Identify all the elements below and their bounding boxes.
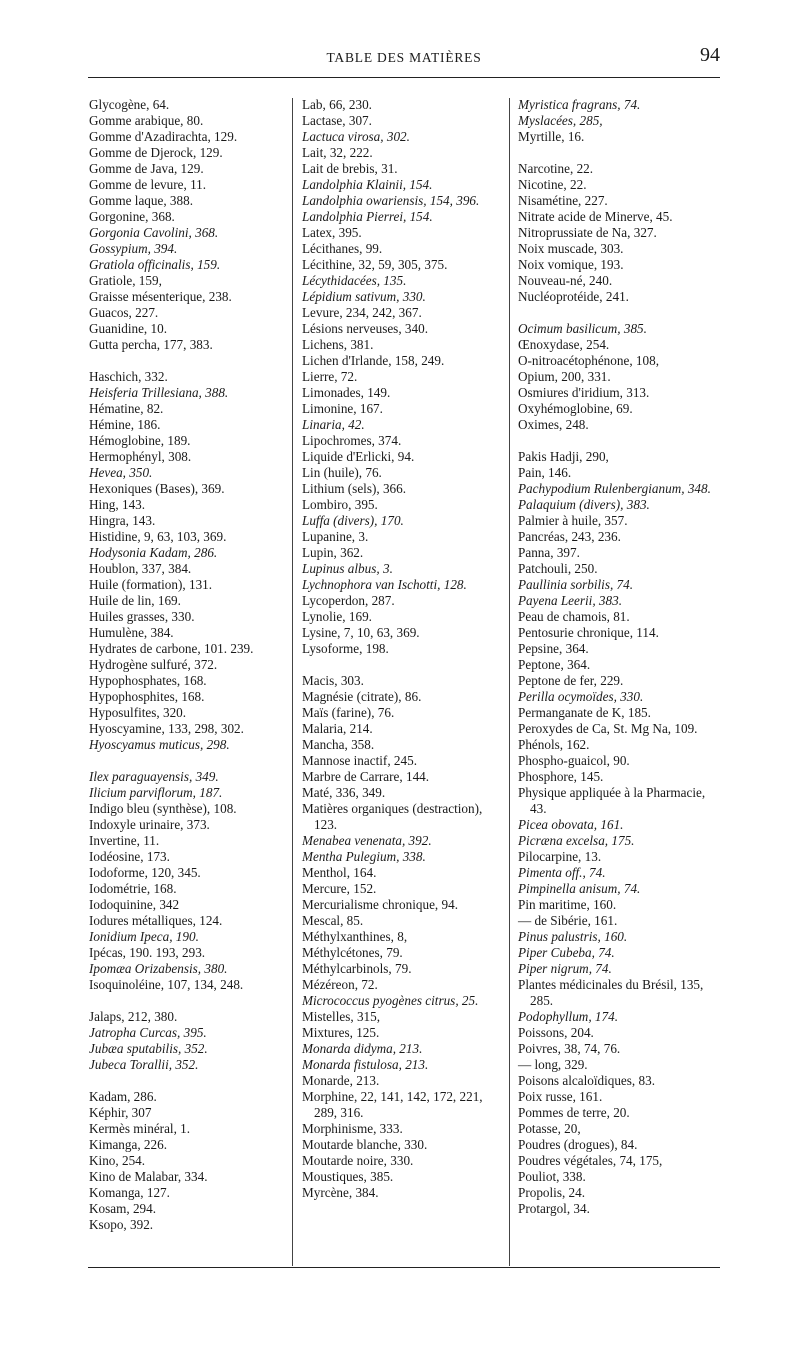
index-entry: Hing, 143. <box>89 497 146 512</box>
index-entry: Moutarde noire, 330. <box>302 1153 414 1168</box>
index-entry: Piper Cubeba, 74. <box>518 945 615 960</box>
index-entry: Palaquium (divers), 383. <box>518 497 650 512</box>
index-entry: Kosam, 294. <box>89 1201 157 1216</box>
index-entry: Macis, 303. <box>302 673 364 688</box>
index-entry: Poudres (drogues), 84. <box>518 1137 638 1152</box>
index-entry: Morphinisme, 333. <box>302 1121 403 1136</box>
index-entry: Noix vomique, 193. <box>518 257 624 272</box>
index-entry: Ipécas, 190. 193, 293. <box>89 945 206 960</box>
index-entry: Iodoquinine, 342 <box>89 897 180 912</box>
index-entry: Huile (formation), 131. <box>89 577 213 592</box>
index-entry: Hydrogène sulfuré, 372. <box>89 657 218 672</box>
index-entry: Propolis, 24. <box>518 1185 586 1200</box>
index-entry: Linaria, 42. <box>302 417 365 432</box>
index-entry: Pentosurie chronique, 114. <box>518 625 659 640</box>
page-number: 94 <box>700 44 720 66</box>
index-entry: Lupinus albus, 3. <box>302 561 393 576</box>
index-entry: Ksopo, 392. <box>89 1217 154 1232</box>
header-rule <box>88 77 720 78</box>
index-entry: Mescal, 85. <box>302 913 364 928</box>
index-entry: Marbre de Carrare, 144. <box>302 769 430 784</box>
index-entry: Gorgonia Cavolini, 368. <box>89 225 219 240</box>
index-entry: Pakis Hadji, 290, <box>518 449 609 464</box>
index-entry: Pin maritime, 160. <box>518 897 617 912</box>
index-entry: Lierre, 72. <box>302 369 358 384</box>
index-entry: Jalaps, 212, 380. <box>89 1009 178 1024</box>
index-entry: Lécithanes, 99. <box>302 241 383 256</box>
index-entry: Iodéosine, 173. <box>89 849 170 864</box>
index-entry: Menabea venenata, 392. <box>302 833 432 848</box>
index-entry: Lipochromes, 374. <box>302 433 402 448</box>
index-entry: Picræna excelsa, 175. <box>518 833 635 848</box>
index-entry: Lécithine, 32, 59, 305, 375. <box>302 257 448 272</box>
index-entry: Kino de Malabar, 334. <box>89 1169 208 1184</box>
index-entry: Mancha, 358. <box>302 737 375 752</box>
index-entry: Méthylxanthines, 8, <box>302 929 408 944</box>
index-entry: Landolphia Pierrei, 154. <box>302 209 433 224</box>
index-entry: Paullinia sorbilis, 74. <box>518 577 634 592</box>
index-entry: Myslacées, 285, <box>518 113 603 128</box>
index-entry: Pimenta off., 74. <box>518 865 606 880</box>
index-entry: Micrococcus pyogènes citrus, 25. <box>302 993 479 1008</box>
index-entry: Hyoscyamus muticus, 298. <box>89 737 230 752</box>
index-entry: Peroxydes de Ca, St. Mg Na, 109. <box>518 721 698 736</box>
index-entry: Nisamétine, 227. <box>518 193 608 208</box>
index-entry: Gomme de Djerock, 129. <box>89 145 223 160</box>
page-header <box>88 44 720 70</box>
index-entry: Myrcène, 384. <box>302 1185 379 1200</box>
index-entry: Hématine, 82. <box>89 401 164 416</box>
section-gap <box>89 353 289 369</box>
index-entry: Gossypium, 394. <box>89 241 178 256</box>
index-entry: Lin (huile), 76. <box>302 465 382 480</box>
index-column-2 <box>302 97 506 1201</box>
index-entry: Guanidine, 10. <box>89 321 168 336</box>
index-entry: Ipomæa Orizabensis, 380. <box>89 961 228 976</box>
index-entry: Levure, 234, 242, 367. <box>302 305 422 320</box>
section-gap <box>518 433 724 449</box>
index-entry: Histidine, 9, 63, 103, 369. <box>89 529 227 544</box>
index-entry: Huile de lin, 169. <box>89 593 181 608</box>
index-entry: Haschich, 332. <box>89 369 168 384</box>
index-entry: Hevea, 350. <box>89 465 153 480</box>
index-entry: Monarda fistulosa, 213. <box>302 1057 429 1072</box>
index-entry: Jubæa sputabilis, 352. <box>89 1041 208 1056</box>
index-entry: Palmier à huile, 357. <box>518 513 628 528</box>
index-entry: Narcotine, 22. <box>518 161 594 176</box>
index-column-1 <box>89 97 289 1233</box>
index-entry: Patchouli, 250. <box>518 561 598 576</box>
index-entry: Oximes, 248. <box>518 417 589 432</box>
index-entry: Liquide d'Erlicki, 94. <box>302 449 415 464</box>
index-entry: Ocimum basilicum, 385. <box>518 321 647 336</box>
index-entry: Lait de brebis, 31. <box>302 161 398 176</box>
index-entry: Pimpinella anisum, 74. <box>518 881 641 896</box>
index-entry: Iodoforme, 120, 345. <box>89 865 201 880</box>
index-entry: Moustiques, 385. <box>302 1169 394 1184</box>
index-entry: Lycoperdon, 287. <box>302 593 395 608</box>
index-entry: Pancréas, 243, 236. <box>518 529 621 544</box>
section-gap <box>302 657 506 673</box>
index-entry: Nucléoprotéide, 241. <box>518 289 629 304</box>
index-entry: Hyposulfites, 320. <box>89 705 187 720</box>
index-entry: Maïs (farine), 76. <box>302 705 395 720</box>
index-entry: Lab, 66, 230. <box>302 97 372 112</box>
index-entry: Lychnophora van Ischotti, 128. <box>302 577 467 592</box>
index-entry: Méthylcarbinols, 79. <box>302 961 412 976</box>
index-entry: Hypophosphites, 168. <box>89 689 205 704</box>
index-entry: Matières organiques (destraction), 123. <box>302 801 483 832</box>
index-column-3 <box>518 97 724 1217</box>
index-entry: Mistelles, 315, <box>302 1009 381 1024</box>
index-entry: Hémoglobine, 189. <box>89 433 191 448</box>
section-gap <box>518 305 724 321</box>
index-entry: Phosphore, 145. <box>518 769 604 784</box>
index-entry: Invertine, 11. <box>89 833 160 848</box>
index-entry: Glycogène, 64. <box>89 97 170 112</box>
index-entry: Pommes de terre, 20. <box>518 1105 630 1120</box>
index-entry: Protargol, 34. <box>518 1201 590 1216</box>
index-entry: Menthol, 164. <box>302 865 377 880</box>
index-entry: Hydrates de carbone, 101. 239. <box>89 641 254 656</box>
index-entry: Isoquinoléine, 107, 134, 248. <box>89 977 244 992</box>
index-entry: Peau de chamois, 81. <box>518 609 630 624</box>
index-entry: Nicotine, 22. <box>518 177 587 192</box>
index-entry: Kino, 254. <box>89 1153 146 1168</box>
index-entry: Ilex paraguayensis, 349. <box>89 769 219 784</box>
index-entry: Méthylcétones, 79. <box>302 945 403 960</box>
index-entry: Kadam, 286. <box>89 1089 157 1104</box>
index-entry: Gutta percha, 177, 383. <box>89 337 213 352</box>
index-entry: Poudres végétales, 74, 175, <box>518 1153 663 1168</box>
index-entry: Lombiro, 395. <box>302 497 378 512</box>
index-entry: Hermophényl, 308. <box>89 449 192 464</box>
index-entry: Mercurialisme chronique, 94. <box>302 897 459 912</box>
index-entry: Képhir, 307 <box>89 1105 152 1120</box>
index-entry: Gomme de Java, 129. <box>89 161 204 176</box>
index-entry: Landolphia Klainii, 154. <box>302 177 433 192</box>
index-entry: Pachypodium Rulenbergianum, 348. <box>518 481 711 496</box>
index-entry: Payena Leerii, 383. <box>518 593 623 608</box>
index-entry: Huiles grasses, 330. <box>89 609 195 624</box>
index-entry: Morphine, 22, 141, 142, 172, 221, 289, 316. <box>302 1089 483 1120</box>
index-entry: Lépidium sativum, 330. <box>302 289 426 304</box>
index-entry: Mézéreon, 72. <box>302 977 378 992</box>
index-entry: Physique appliquée à la Pharmacie, 43. <box>518 785 706 816</box>
index-entry: Iodométrie, 168. <box>89 881 177 896</box>
index-entry: Humulène, 384. <box>89 625 174 640</box>
index-entry: — long, 329. <box>518 1057 588 1072</box>
index-entry: Lésions nerveuses, 340. <box>302 321 428 336</box>
index-entry: Plantes médicinales du Brésil, 135, 285. <box>518 977 704 1008</box>
column-divider <box>292 98 293 1266</box>
index-entry: Mixtures, 125. <box>302 1025 380 1040</box>
index-entry: Gomme laque, 388. <box>89 193 194 208</box>
index-entry: Lysoforme, 198. <box>302 641 389 656</box>
index-entry: Peptone de fer, 229. <box>518 673 624 688</box>
index-entry: Iodures métalliques, 124. <box>89 913 223 928</box>
index-entry: Monarde, 213. <box>302 1073 380 1088</box>
section-gap <box>89 753 289 769</box>
index-entry: Hyoscyamine, 133, 298, 302. <box>89 721 244 736</box>
index-entry: Oxyhémoglobine, 69. <box>518 401 633 416</box>
index-entry: Osmiures d'iridium, 313. <box>518 385 650 400</box>
index-entry: Gomme de levure, 11. <box>89 177 207 192</box>
index-entry: Jubeca Torallii, 352. <box>89 1057 199 1072</box>
index-entry: Lactase, 307. <box>302 113 372 128</box>
index-entry: Moutarde blanche, 330. <box>302 1137 428 1152</box>
index-entry: Lichens, 381. <box>302 337 374 352</box>
index-entry: Picea obovata, 161. <box>518 817 624 832</box>
index-entry: Hodysonia Kadam, 286. <box>89 545 218 560</box>
index-entry: Jatropha Curcas, 395. <box>89 1025 207 1040</box>
index-entry: Gomme d'Azadirachta, 129. <box>89 129 238 144</box>
index-entry: — de Sibérie, 161. <box>518 913 618 928</box>
index-entry: Mercure, 152. <box>302 881 377 896</box>
index-entry: Panna, 397. <box>518 545 580 560</box>
index-entry: Limonine, 167. <box>302 401 383 416</box>
index-entry: Gratiola officinalis, 159. <box>89 257 221 272</box>
index-entry: Landolphia owariensis, 154, 396. <box>302 193 480 208</box>
index-entry: Malaria, 214. <box>302 721 373 736</box>
index-entry: Hypophosphates, 168. <box>89 673 207 688</box>
column-divider <box>509 98 510 1266</box>
index-entry: Pinus palustris, 160. <box>518 929 628 944</box>
index-entry: Lichen d'Irlande, 158, 249. <box>302 353 445 368</box>
index-entry: Permanganate de K, 185. <box>518 705 651 720</box>
index-entry: Heisferia Trillesiana, 388. <box>89 385 229 400</box>
index-entry: Lithium (sels), 366. <box>302 481 407 496</box>
index-entry: Gorgonine, 368. <box>89 209 175 224</box>
index-entry: Piper nigrum, 74. <box>518 961 612 976</box>
index-entry: Latex, 395. <box>302 225 362 240</box>
section-gap <box>89 993 289 1009</box>
index-entry: Nitroprussiate de Na, 327. <box>518 225 657 240</box>
index-entry: Houblon, 337, 384. <box>89 561 192 576</box>
index-entry: Lait, 32, 222. <box>302 145 373 160</box>
index-entry: Lécythidacées, 135. <box>302 273 407 288</box>
index-entry: Hémine, 186. <box>89 417 161 432</box>
index-entry: Hingra, 143. <box>89 513 156 528</box>
index-entry: Gomme arabique, 80. <box>89 113 204 128</box>
index-entry: Indigo bleu (synthèse), 108. <box>89 801 237 816</box>
index-entry: Lynolie, 169. <box>302 609 372 624</box>
index-entry: Lupin, 362. <box>302 545 364 560</box>
index-entry: Œnoxydase, 254. <box>518 337 610 352</box>
index-entry: Kermès minéral, 1. <box>89 1121 191 1136</box>
index-entry: O-nitroacétophénone, 108, <box>518 353 659 368</box>
index-entry: Mentha Pulegium, 338. <box>302 849 426 864</box>
index-entry: Noix muscade, 303. <box>518 241 624 256</box>
index-entry: Ilicium parviflorum, 187. <box>89 785 223 800</box>
section-gap <box>89 1073 289 1089</box>
index-entry: Kimanga, 226. <box>89 1137 168 1152</box>
index-entry: Pouliot, 338. <box>518 1169 586 1184</box>
index-entry: Maté, 336, 349. <box>302 785 386 800</box>
index-entry: Hexoniques (Bases), 369. <box>89 481 225 496</box>
index-entry: Potasse, 20, <box>518 1121 581 1136</box>
index-entry: Ionidium Ipeca, 190. <box>89 929 199 944</box>
index-entry: Mannose inactif, 245. <box>302 753 417 768</box>
index-entry: Podophyllum, 174. <box>518 1009 618 1024</box>
index-entry: Poissons, 204. <box>518 1025 594 1040</box>
index-entry: Nouveau-né, 240. <box>518 273 613 288</box>
index-entry: Poisons alcaloïdiques, 83. <box>518 1073 655 1088</box>
index-entry: Komanga, 127. <box>89 1185 170 1200</box>
index-entry: Magnésie (citrate), 86. <box>302 689 422 704</box>
index-entry: Pepsine, 364. <box>518 641 589 656</box>
index-entry: Poivres, 38, 74, 76. <box>518 1041 621 1056</box>
index-entry: Nitrate acide de Minerve, 45. <box>518 209 673 224</box>
index-entry: Pilocarpine, 13. <box>518 849 602 864</box>
index-entry: Luffa (divers), 170. <box>302 513 404 528</box>
index-entry: Limonades, 149. <box>302 385 391 400</box>
index-entry: Guacos, 227. <box>89 305 159 320</box>
index-entry: Perilla ocymoïdes, 330. <box>518 689 644 704</box>
index-entry: Gratiole, 159, <box>89 273 162 288</box>
index-entry: Peptone, 364. <box>518 657 591 672</box>
index-entry: Phospho-guaicol, 90. <box>518 753 630 768</box>
index-entry: Lysine, 7, 10, 63, 369. <box>302 625 420 640</box>
index-entry: Pain, 146. <box>518 465 572 480</box>
index-entry: Poix russe, 161. <box>518 1089 603 1104</box>
index-entry: Myristica fragrans, 74. <box>518 97 641 112</box>
index-entry: Phénols, 162. <box>518 737 590 752</box>
index-entry: Lactuca virosa, 302. <box>302 129 410 144</box>
index-entry: Indoxyle urinaire, 373. <box>89 817 210 832</box>
index-entry: Graisse mésenterique, 238. <box>89 289 232 304</box>
index-entry: Opium, 200, 331. <box>518 369 611 384</box>
index-entry: Monarda didyma, 213. <box>302 1041 423 1056</box>
page-title: TABLE DES MATIÈRES <box>326 50 482 65</box>
index-entry: Myrtille, 16. <box>518 129 585 144</box>
footer-rule <box>88 1267 720 1268</box>
index-entry: Lupanine, 3. <box>302 529 369 544</box>
section-gap <box>518 145 724 161</box>
